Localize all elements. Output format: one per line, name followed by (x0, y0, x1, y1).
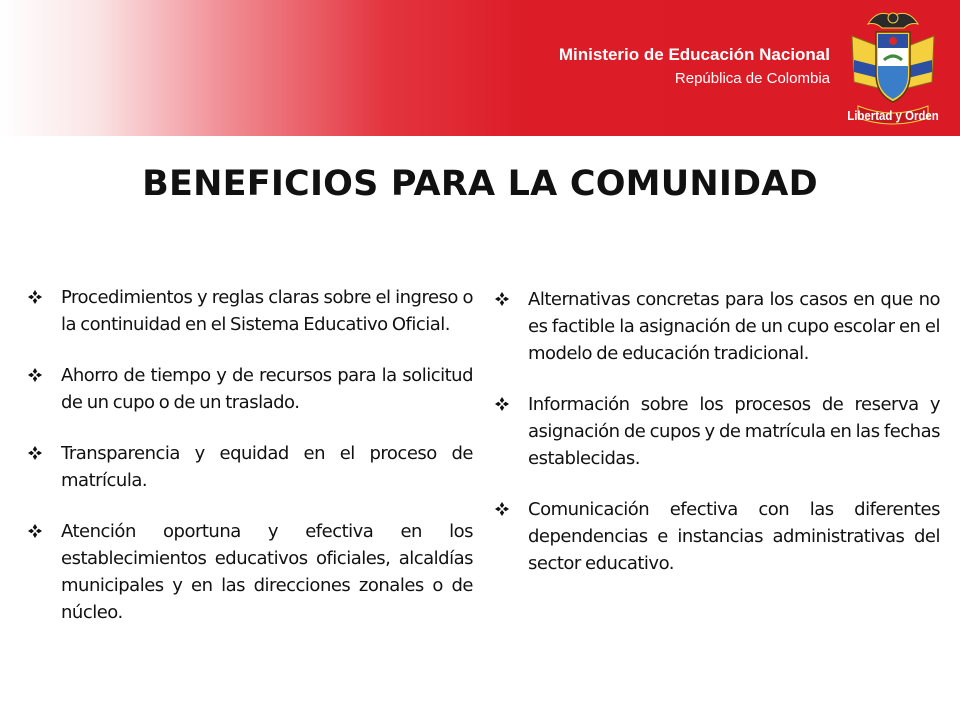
four-diamond-bullet-icon (495, 391, 528, 411)
four-diamond-bullet-icon (28, 284, 61, 304)
list-item-text: Ahorro de tiempo y de recursos para la solicitud de un cupo o de un traslado. (61, 365, 473, 413)
four-diamond-bullet-icon (495, 286, 528, 306)
list-item (495, 391, 940, 472)
list-item-text: Transparencia y equidad en el proceso de matrícula. (61, 443, 473, 491)
list-item-text: Atención oportuna y efectiva en los establecimientos educativos oficiales, alcaldías municipales y en las direcciones zonales o de núcleo. (61, 521, 473, 623)
four-diamond-bullet-icon (28, 518, 61, 538)
header-banner (0, 0, 960, 136)
list-item (28, 518, 473, 626)
list-item-text: Comunicación efectiva con las diferentes dependencias e instancias administrativas del sector educativo. (528, 499, 940, 574)
left-column (28, 284, 473, 650)
list-item (495, 286, 940, 367)
list-item-text: Procedimientos y reglas claras sobre el ingreso o la continuidad en el Sistema Educativo Oficial. (61, 287, 473, 335)
page-title: BENEFICIOS PARA LA COMUNIDAD (142, 164, 818, 204)
country-name: República de Colombia (674, 70, 830, 87)
list-item (495, 496, 940, 577)
four-diamond-bullet-icon (495, 496, 528, 516)
seal-motto: Libertad y Orden (847, 108, 939, 123)
list-item (28, 362, 473, 416)
list-item-text: Información sobre los procesos de reserva y asignación de cupos y de matrícula en las fechas establecidas. (528, 394, 940, 469)
list-item (28, 440, 473, 494)
ministry-block (559, 44, 830, 90)
four-diamond-bullet-icon (28, 362, 61, 382)
right-column (495, 284, 940, 601)
list-item (28, 284, 473, 338)
list-item-text: Alternativas concretas para los casos en que no es factible la asignación de un cupo escolar en el modelo de educación tradicional. (528, 289, 940, 364)
ministry-name: Ministerio de Educación Nacional (558, 45, 830, 64)
four-diamond-bullet-icon (28, 440, 61, 460)
